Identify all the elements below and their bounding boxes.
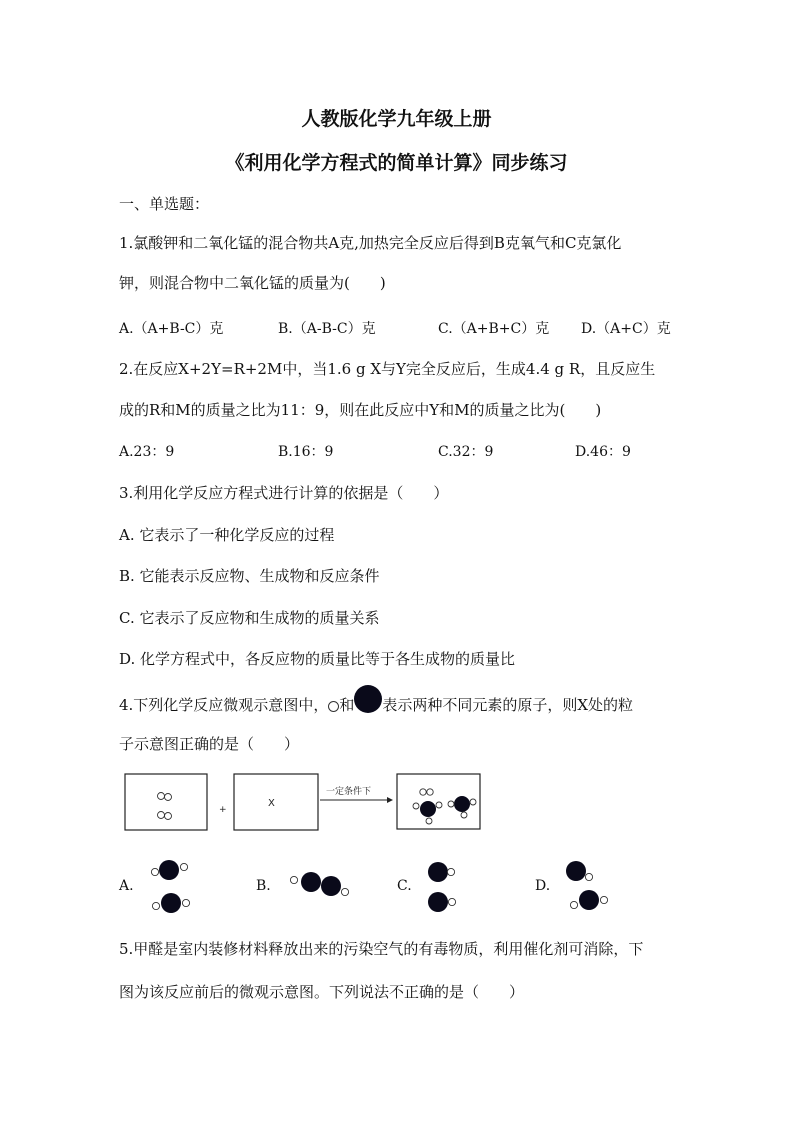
small-white-atom-icon xyxy=(328,701,339,712)
page-subtitle: 《利用化学方程式的简单计算》同步练习 xyxy=(225,152,568,174)
q4-line1-part-c: 表示两种不同元素的原子，则X处的粒 xyxy=(382,696,634,714)
q3-option-d: D. 化学方程式中，各反应物的质量比等于各生成物的质量比 xyxy=(119,650,516,668)
q4-option-a-label: A. xyxy=(119,878,134,894)
q1-option-a: A.（A+B-C）克 xyxy=(119,321,224,337)
reaction-arrow-head-icon xyxy=(387,797,393,803)
reactant-box-x xyxy=(234,774,318,830)
q4-option-c-label: C. xyxy=(397,878,412,894)
q1-option-d: D.（A+C）克 xyxy=(581,321,671,337)
q2-option-c: C.32：9 xyxy=(438,444,494,460)
q4-option-c-molecules-icon xyxy=(418,852,464,918)
diagram-condition: 一定条件下 xyxy=(326,787,372,797)
q1-line1: 1.氯酸钾和二氧化锰的混合物共A克,加热完全反应后得到B克氧气和C克氯化 xyxy=(119,234,622,252)
q4-reaction-diagram xyxy=(119,768,489,836)
q4-option-a-molecules-icon xyxy=(146,852,196,918)
large-black-atom-icon xyxy=(354,685,382,713)
q4-line1 xyxy=(119,694,633,715)
reactant-box-1 xyxy=(125,774,207,830)
q2-option-a: A.23：9 xyxy=(119,444,175,460)
q5-line2: 图为该反应前后的微观示意图。下列说法不正确的是（ ） xyxy=(119,983,525,1001)
q4-option-b-label: B. xyxy=(256,878,271,894)
q4-line1-part-b: 和 xyxy=(339,696,355,714)
q3-option-c: C. 它表示了反应物和生成物的质量关系 xyxy=(119,609,380,627)
diagram-x-label: X xyxy=(268,798,275,809)
q4-line1-part-a: 4.下列化学反应微观示意图中， xyxy=(119,696,329,714)
q2-line1: 2.在反应X+2Y=R+2M中，当1.6 g X与Y完全反应后，生成4.4 g R，且反应生 xyxy=(119,360,656,378)
q5-line1: 5.甲醛是室内装修材料释放出来的污染空气的有毒物质，利用催化剂可消除，下 xyxy=(119,940,644,958)
q3-line1: 3.利用化学反应方程式进行计算的依据是（ ） xyxy=(119,484,449,502)
page-title: 人教版化学九年级上册 xyxy=(301,108,492,130)
q2-option-b: B.16：9 xyxy=(278,444,334,460)
q1-line2: 钾，则混合物中二氧化锰的质量为( ) xyxy=(119,274,386,292)
q4-option-b-molecule-icon xyxy=(286,866,352,902)
q2-option-d: D.46：9 xyxy=(575,444,631,460)
diagram-plus: + xyxy=(219,805,227,815)
q4-line2: 子示意图正确的是（ ） xyxy=(119,735,300,753)
q1-option-b: B.（A-B-C）克 xyxy=(278,321,376,337)
q3-option-b: B. 它能表示反应物、生成物和反应条件 xyxy=(119,567,380,585)
q4-option-d-label: D. xyxy=(535,878,551,894)
q1-option-c: C.（A+B+C）克 xyxy=(438,321,550,337)
q3-option-a: A. 它表示了一种化学反应的过程 xyxy=(119,526,335,544)
q4-option-d-molecules-icon xyxy=(558,852,614,918)
section-label: 一、单选题： xyxy=(119,195,210,213)
q2-line2: 成的R和M的质量之比为11：9，则在此反应中Y和M的质量之比为( ) xyxy=(119,401,602,419)
